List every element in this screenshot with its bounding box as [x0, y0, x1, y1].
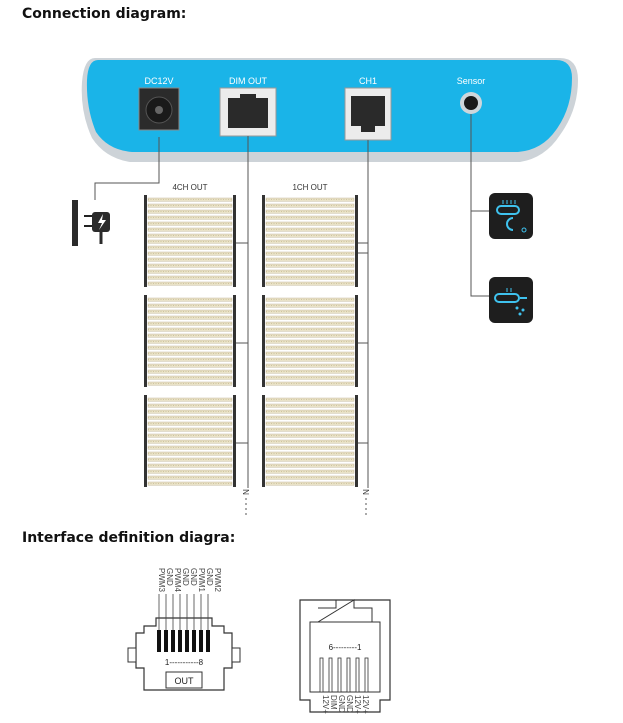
rj-contact	[347, 658, 350, 692]
out-contact	[199, 630, 203, 652]
led-panel	[262, 395, 358, 487]
ch1-port	[345, 88, 391, 140]
out-contact	[171, 630, 175, 652]
rj-contact	[356, 658, 359, 692]
interface-definition-heading: Interface definition diagra:	[22, 530, 236, 546]
out-pin-label: PWM1	[197, 568, 206, 592]
led-panel	[144, 395, 236, 487]
out-pin-label: PWM4	[173, 568, 182, 592]
humidity-sensor-icon	[489, 277, 533, 323]
rj-pin-label: GND	[345, 695, 354, 713]
continuation-label-right: N	[361, 489, 370, 495]
port-label-ch1: CH1	[358, 76, 378, 86]
out-contact	[206, 630, 210, 652]
out-connector-diagram	[128, 568, 240, 690]
out-pin-label: GND	[181, 568, 190, 586]
out-connector-label: OUT	[174, 676, 194, 686]
out-pin-range: 1-----------8	[164, 658, 204, 667]
port-label-dim-out: DIM OUT	[229, 76, 267, 86]
out-pin-label: PWM2	[213, 568, 222, 592]
continuation-label-left: N	[241, 489, 250, 495]
dc-jack-port	[139, 88, 179, 130]
rj-pin-range: 6---------1	[328, 643, 362, 652]
rj-pin-label: 12V+	[321, 695, 330, 714]
led-panel	[262, 195, 358, 287]
dim-out-port	[220, 88, 276, 136]
port-label-sensor: Sensor	[456, 76, 486, 86]
rj-connector-diagram	[300, 600, 390, 714]
rj-pin-label: GND	[337, 695, 346, 713]
out-pin-label: GND	[165, 568, 174, 586]
led-panels	[144, 195, 358, 487]
out-contact	[192, 630, 196, 652]
rj-contact	[320, 658, 323, 692]
connection-diagram-heading: Connection diagram:	[22, 6, 187, 22]
out-contact	[185, 630, 189, 652]
led-panel	[262, 295, 358, 387]
temperature-sensor-icon	[489, 193, 533, 239]
led-panel	[144, 195, 236, 287]
out-contact	[164, 630, 168, 652]
out-contact	[178, 630, 182, 652]
out-pin-label: PWM3	[157, 568, 166, 592]
led-panel	[144, 295, 236, 387]
panel-title-1ch: 1CH OUT	[292, 183, 328, 192]
out-contact	[157, 630, 161, 652]
sensor-port	[460, 92, 482, 114]
out-pin-label: GND	[189, 568, 198, 586]
out-pin-label: GND	[205, 568, 214, 586]
rj-contact	[365, 658, 368, 692]
panel-title-4ch: 4CH OUT	[172, 183, 208, 192]
rj-pin-label: 12V+	[353, 695, 362, 714]
rj-pin-label: DIM	[329, 695, 338, 710]
rj-contact	[338, 658, 341, 692]
rj-contact	[329, 658, 332, 692]
port-label-dc12v: DC12V	[144, 76, 174, 86]
controller-box	[82, 58, 578, 162]
rj-pin-label: 12V+	[361, 695, 370, 714]
power-adapter-icon	[70, 200, 115, 246]
